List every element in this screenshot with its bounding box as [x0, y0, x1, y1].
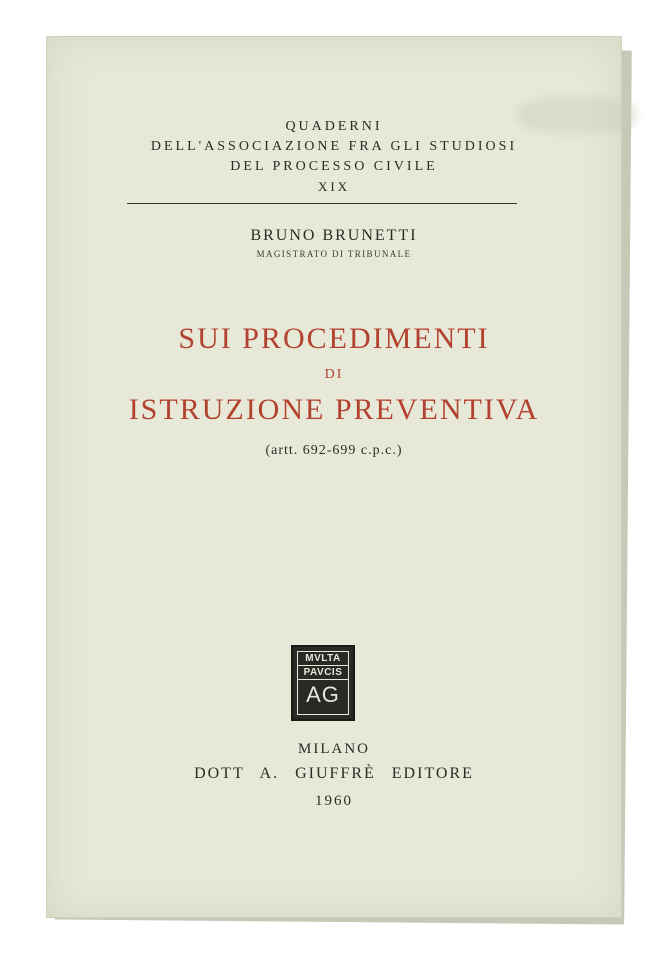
series-line-2: DELL'ASSOCIAZIONE FRA GLI STUDIOSI [150, 139, 518, 154]
imprint-city: MILANO [298, 741, 370, 757]
publisher-logo [291, 645, 355, 721]
author-role: MAGISTRATO DI TRIBUNALE [256, 249, 412, 259]
logo-line-1: MVLTA [298, 652, 348, 666]
logo-monogram: AG [306, 682, 340, 707]
book-cover [46, 36, 622, 918]
title-line-2: ISTRUZIONE PREVENTIVA [128, 393, 540, 426]
logo-line-2: PAVCIS [298, 666, 348, 680]
series-line-1: QUADERNI [285, 119, 383, 134]
series-line-3: DEL PROCESSO CIVILE [230, 159, 438, 174]
title-line-1: SUI PROCEDIMENTI [178, 322, 490, 355]
imprint-year: 1960 [315, 793, 353, 809]
imprint-publisher: DOTT A. GIUFFRÈ EDITORE [194, 765, 474, 782]
title-connector: DI [324, 367, 344, 382]
author-name: BRUNO BRUNETTI [250, 227, 418, 244]
divider-rule [127, 203, 517, 204]
series-volume: XIX [317, 179, 351, 194]
title-subtitle: (artt. 692-699 c.p.c.) [265, 443, 403, 458]
